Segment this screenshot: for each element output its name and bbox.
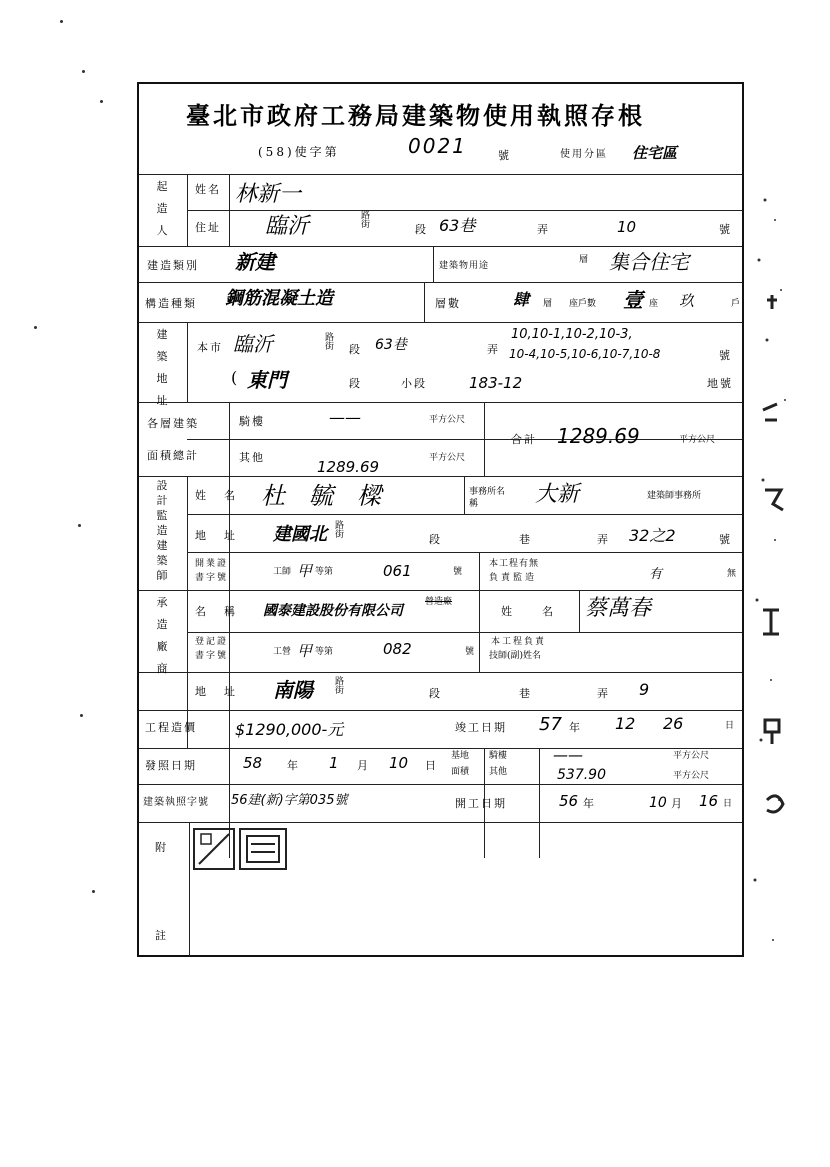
area-other-label: 其他 (239, 451, 265, 464)
site-sec-label: 段 (349, 377, 362, 390)
designer-name-value: 杜毓樑 (261, 482, 405, 510)
designer-license-label-2: 書字號 (195, 573, 229, 583)
contractor-reg-hao: 號 (465, 647, 475, 657)
contractor-reg-label-1: 登記證 (195, 637, 229, 647)
designer-road-label: 路街 (335, 521, 345, 540)
designer-address-label: 地址 (195, 529, 253, 542)
site-city-label: 本市 (197, 341, 223, 354)
floors-unit: 層 (543, 299, 553, 309)
speck (82, 70, 85, 73)
zone-label: 使用分區 (560, 149, 608, 160)
contractor-reg-prefix: 工營 (273, 647, 292, 657)
issue-month-unit: 月 (357, 759, 370, 772)
permit-hao: 號 (498, 149, 509, 162)
start-day: 16 (699, 792, 719, 810)
speck (34, 326, 37, 329)
permit-number: 0021 (408, 134, 467, 158)
completion-day-unit: 日 (725, 721, 735, 731)
site-district2: 東門 (247, 368, 287, 392)
issue-arcade-label: 騎樓 (489, 751, 508, 761)
site-district-value: 臨沂 (233, 332, 273, 356)
start-day-unit: 日 (723, 799, 733, 809)
floors-value: 肆 (513, 290, 530, 309)
builder-section-label: 段 (415, 223, 428, 236)
designer-license-mid: 等第 (315, 567, 334, 577)
builder-name-label: 姓名 (195, 183, 221, 196)
approval-stamp-1 (193, 828, 235, 870)
issue-other-unit: 平方公尺 (673, 771, 710, 781)
contractor-address-label: 地址 (195, 685, 253, 698)
designer-license-label-1: 開業證 (195, 559, 229, 569)
designer-resp-label-1: 本工程有無 (489, 559, 540, 569)
permit-label: 建築執照字號 (143, 797, 209, 808)
structure-value: 鋼筋混凝土造 (225, 288, 333, 309)
contractor-lane-label: 巷 (519, 687, 532, 700)
contractor-reg-grade: 甲 (297, 642, 313, 660)
site-road-label: 路街 (325, 333, 335, 352)
issue-day: 10 (389, 754, 409, 772)
site-hao-label: 號 (719, 349, 732, 362)
designer-office-suffix: 建築師事務所 (647, 491, 702, 501)
issue-arcade-value: —— (553, 746, 583, 764)
builder-lane-value: 63巷 (439, 216, 476, 235)
speck (60, 20, 63, 23)
contractor-reg-value: 082 (383, 640, 412, 658)
permit-year-prefix: (58)使字第 (258, 145, 340, 159)
designer-address-value: 建國北 (273, 524, 327, 545)
site-lot-label: 地號 (707, 377, 733, 390)
issue-base-label-1: 基地 (451, 751, 470, 761)
builder-address-district: 臨沂 (265, 214, 310, 239)
contractor-alley-label: 弄 (597, 687, 610, 700)
builder-road-label: 路街 (361, 211, 371, 230)
completion-day: 26 (663, 714, 684, 733)
designer-resp-label-2: 負責監造 (489, 573, 538, 583)
households-value: 玖 (679, 292, 695, 310)
builder-address-label: 住址 (195, 221, 221, 234)
issue-base-label-2: 面積 (451, 767, 470, 777)
start-month: 10 (649, 795, 667, 811)
site-open-paren: ( (231, 368, 238, 387)
designer-resp-value: 有 (649, 567, 663, 582)
completion-year: 57 (539, 714, 562, 735)
designer-lane-label: 巷 (519, 533, 532, 546)
area-total-value: 1289.69 (557, 424, 640, 448)
builder-group-label: 起造人 (156, 180, 168, 237)
contractor-name-value: 國泰建設股份有限公司 (263, 603, 403, 619)
units-label: 座戶數 (569, 299, 597, 309)
build-type-value: 新建 (235, 250, 275, 274)
contractor-number-value: 9 (639, 680, 650, 699)
designer-license-grade: 甲 (297, 562, 313, 580)
designer-office-value: 大新 (535, 482, 580, 507)
issue-other-label: 其他 (489, 767, 508, 777)
build-type-label: 建造類別 (147, 259, 199, 272)
form-title: 臺北市政府工務局建築物使用執照存根 (186, 101, 645, 130)
floors-label: 層數 (435, 297, 461, 310)
usage-value: 集合住宅 (609, 250, 689, 274)
site-group-label: 建築地址 (156, 328, 168, 407)
remarks-label-top: 附 (155, 841, 168, 854)
designer-office-label: 事務所名稱 (469, 487, 506, 509)
contractor-struck-label: 營造廠 (425, 597, 453, 607)
site-numbers-line2: 10-4,10-5,10-6,10-7,10-8 (509, 347, 661, 361)
area-other-unit: 平方公尺 (429, 453, 466, 463)
designer-license-prefix: 工師 (273, 567, 292, 577)
speck (92, 890, 95, 893)
site-lane-value: 63巷 (375, 337, 407, 353)
area-total-unit: 平方公尺 (679, 435, 716, 445)
approval-stamp-2 (239, 828, 287, 870)
area-other-value: 1289.69 (317, 458, 380, 476)
cost-label: 工程造價 (145, 721, 197, 734)
contractor-engineer-label-2: 技師(副)姓名 (489, 651, 542, 661)
speck (80, 714, 83, 717)
contractor-rep-value: 蔡萬春 (585, 596, 652, 621)
issue-other-value: 537.90 (557, 767, 606, 783)
start-label: 開工日期 (455, 797, 507, 810)
area-arcade-value: —— (329, 408, 361, 427)
start-year-unit: 年 (583, 797, 596, 810)
designer-hao-label: 號 (719, 533, 732, 546)
cost-value: $1290,000-元 (235, 720, 344, 739)
seat-unit: 座 (649, 299, 659, 309)
usage-floor-label: 層 (579, 255, 589, 265)
contractor-name-label: 名稱 (195, 605, 253, 618)
start-year: 56 (559, 792, 579, 810)
site-small-sec-label: 小段 (401, 377, 427, 390)
completion-year-unit: 年 (569, 721, 582, 734)
area-total-label: 合計 (511, 433, 537, 446)
issue-month: 1 (329, 754, 339, 772)
completion-month: 12 (615, 714, 636, 733)
builder-hao-label: 號 (719, 223, 732, 236)
contractor-reg-mid: 等第 (315, 647, 334, 657)
scan-noise-icon (745, 180, 830, 980)
stamp-seal-icon (241, 830, 285, 868)
designer-group-label: 設計監造建築師 (156, 479, 168, 582)
area-arcade-label: 騎樓 (239, 415, 265, 428)
completion-label: 竣工日期 (455, 721, 507, 734)
household-unit: 戶 (731, 299, 741, 309)
zone-value: 住宅區 (632, 144, 678, 162)
contractor-group-label: 承造廠商 (156, 596, 168, 675)
stamp-mark-icon (195, 830, 233, 868)
designer-license-value: 061 (383, 562, 412, 580)
start-month-unit: 月 (671, 797, 684, 810)
designer-alley-label: 弄 (597, 533, 610, 546)
units-value: 壹 (623, 288, 643, 312)
issue-year: 58 (243, 754, 263, 772)
issue-day-unit: 日 (425, 759, 438, 772)
permit-value: 56建(新)字第035號 (231, 793, 348, 808)
site-section-label: 段 (349, 343, 362, 356)
builder-alley-label: 弄 (537, 223, 550, 236)
builder-number-value: 10 (617, 218, 637, 236)
issue-year-unit: 年 (287, 759, 300, 772)
contractor-reg-label-2: 書字號 (195, 651, 229, 661)
area-group-label-2: 面積總計 (147, 449, 199, 462)
issue-arcade-unit: 平方公尺 (673, 751, 710, 761)
builder-name-value: 林新一 (235, 182, 302, 207)
designer-number-value: 32之2 (629, 526, 676, 545)
site-alley-label: 弄 (487, 343, 500, 356)
area-arcade-unit: 平方公尺 (429, 415, 466, 425)
form-sheet (137, 82, 744, 957)
contractor-section-label: 段 (429, 687, 442, 700)
contractor-road-label: 路街 (335, 677, 345, 696)
contractor-rep-label: 姓名 (501, 605, 583, 618)
designer-resp-suffix: 無 (727, 569, 737, 579)
structure-label: 構造種類 (145, 297, 197, 310)
remarks-label-bottom: 註 (155, 929, 168, 942)
contractor-engineer-label-1: 本工程負責 (491, 637, 547, 647)
designer-name-label: 姓名 (195, 489, 253, 502)
area-group-label-1: 各層建築 (147, 417, 199, 430)
site-lot-value: 183-12 (469, 374, 523, 392)
issue-label: 發照日期 (145, 759, 197, 772)
speck (100, 100, 103, 103)
designer-license-hao: 號 (453, 567, 463, 577)
designer-section-label: 段 (429, 533, 442, 546)
contractor-address-value: 南陽 (273, 678, 313, 702)
site-numbers-line1: 10,10-1,10-2,10-3, (511, 327, 633, 342)
usage-label: 建築物用途 (439, 261, 490, 271)
speck (78, 524, 81, 527)
